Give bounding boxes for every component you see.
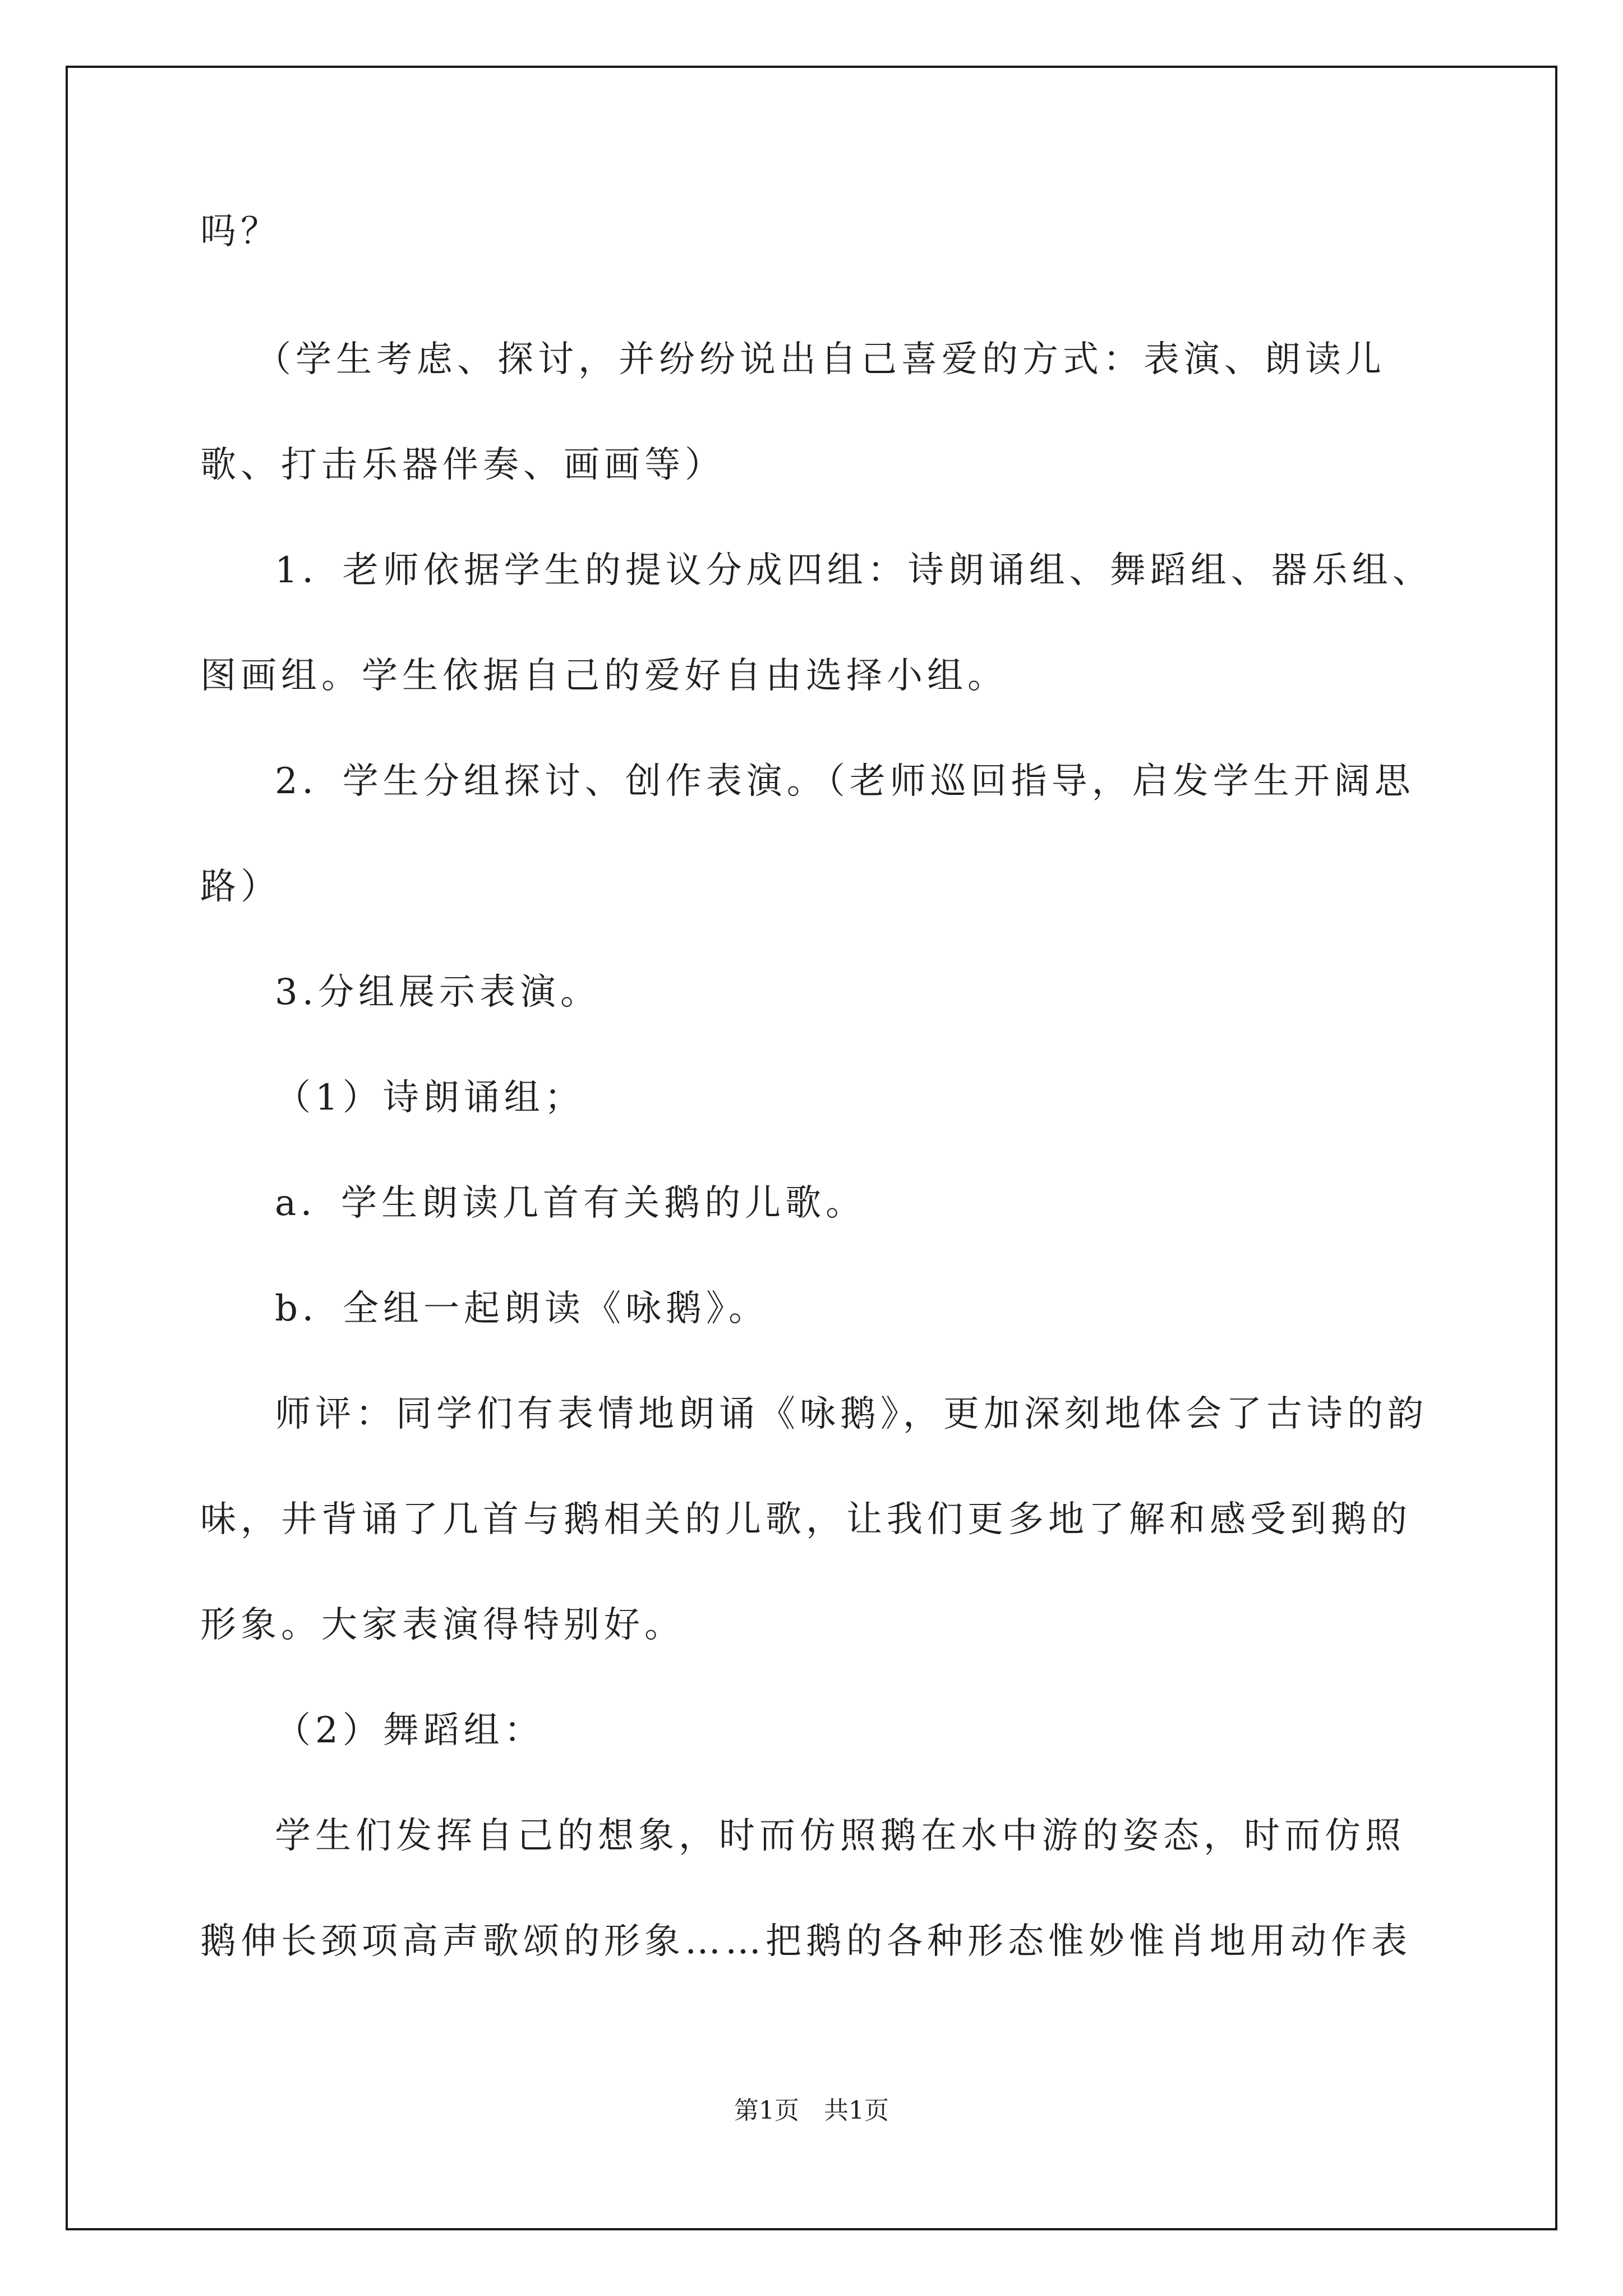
text-line: 3.分组展示表演。 xyxy=(275,972,601,1013)
text-line: 路） xyxy=(200,866,281,908)
text-line: 形象。大家表演得特别好。 xyxy=(200,1604,685,1646)
text-line: a．学生朗读几首有关鹅的儿歌。 xyxy=(275,1182,866,1224)
text-line: b．全组一起朗读《咏鹅》。 xyxy=(275,1288,769,1329)
text-line: 2．学生分组探讨、创作表演。（老师巡回指导，启发学生开阔思 xyxy=(275,761,1415,802)
text-line: 味，井背诵了几首与鹅相关的儿歌，让我们更多地了解和感受到鹅的 xyxy=(200,1499,1412,1540)
text-line: 图画组。学生依据自己的爱好自由选择小组。 xyxy=(200,655,1008,697)
page-border xyxy=(66,66,1557,2230)
text-line: 1．老师依据学生的提议分成四组：诗朗诵组、舞蹈组、器乐组、 xyxy=(275,550,1433,591)
text-line: （学生考虑、探讨，并纷纷说出自己喜爱的方式：表演、朗读儿 xyxy=(255,339,1386,380)
text-line: 学生们发挥自己的想象，时而仿照鹅在水中游的姿态，时而仿照 xyxy=(275,1815,1405,1857)
text-line: 鹅伸长颈项高声歌颂的形象……把鹅的各种形态惟妙惟肖地用动作表 xyxy=(200,1921,1412,1962)
text-line: 歌、打击乐器伴奏、画画等） xyxy=(200,444,725,486)
page-footer: 第1页 共1页 xyxy=(734,2096,889,2125)
text-line: 吗？ xyxy=(200,211,281,252)
text-line: 师评：同学们有表情地朗诵《咏鹅》，更加深刻地体会了古诗的韵 xyxy=(275,1393,1428,1435)
text-line: （1）诗朗诵组； xyxy=(275,1077,585,1119)
text-line: （2）舞蹈组： xyxy=(275,1710,545,1751)
